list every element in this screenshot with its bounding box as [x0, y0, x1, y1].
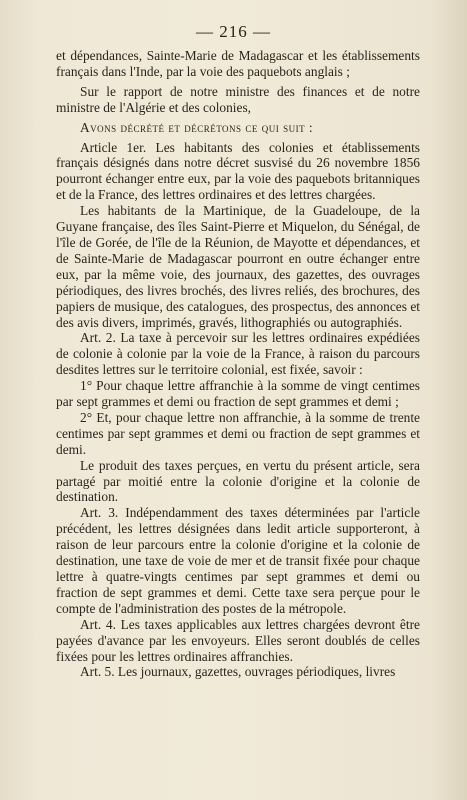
paragraph: Le produit des taxes perçues, en vertu du présent article, sera partagé par moitié entre la colonie d'origine et la colonie de destination.	[56, 457, 420, 505]
paragraph: Les habitants de la Martinique, de la Guadeloupe, de la Guyane française, des îles Saint-Pierre et Miquelon, du Sénégal, de l'île de Gorée, de l'île de la Réunion, de Mayotte et dépendances, et de Sainte-Marie de Madagascar pourront en outre échanger entre eux, par la même voie, des journaux, des gazettes, des ouvrages périodiques, des livres brochés, des livres reliés, des brochures, des papiers de musique, des catalogues, des prospectus, des annonces et des avis divers, imprimés, gravés, lithographiés ou autographiés.	[56, 203, 420, 330]
article-4: Art. 4. Les taxes applicables aux lettres chargées devront être payées d'avance par les envoyeurs. Elles seront doublés de celles fixées pour les lettres ordinaires affranchies.	[56, 616, 420, 664]
article-3: Art. 3. Indépendamment des taxes déterminées par l'article précédent, les lettres désignées dans ledit article supporteront, à raison de leur parcours entre la colonie d'origine et la colonie de destination, une taxe de voie de mer et de transit fixée pour chaque lettre à quatre-vingts centimes par sept grammes et demi ou fraction de sept grammes et demi. Cette taxe sera perçue pour le compte de l'administration des postes de la métropole.	[56, 505, 420, 616]
paragraph: Sur le rapport de notre ministre des finances et de notre ministre de l'Algérie et des colonies,	[56, 83, 420, 115]
paragraph: et dépendances, Sainte-Marie de Madagascar et les établissements français dans l'Inde, par la voie des paquebots anglais ;	[56, 48, 420, 79]
page-body-text	[56, 48, 420, 680]
article-1: Article 1er. Les habitants des colonies et établissements français désignés dans notre décret susvisé du 26 novembre 1856 pourront échanger entre eux, par la voie des paquebots britanniques et de la France, des lettres ordinaires et des lettres chargées.	[56, 139, 420, 203]
article-5: Art. 5. Les journaux, gazettes, ouvrages périodiques, livres	[80, 664, 396, 680]
paragraph: 2° Et, pour chaque lettre non affranchie, à la somme de trente centimes par sept grammes et demi ou fraction de sept grammes et demi.	[56, 409, 420, 457]
article-2: Art. 2. La taxe à percevoir sur les lettres ordinaires expédiées de colonie à colonie par la voie de la France, à raison du parcours desdites lettres sur le territoire colonial, est fixée, savoir :	[56, 330, 420, 378]
decree-formula: Avons décrété et décrétons ce qui suit :	[80, 119, 314, 135]
paragraph: 1° Pour chaque lettre affranchie à la somme de vingt centimes par sept grammes et demi ou fraction de sept grammes et demi ;	[56, 378, 420, 410]
page-number: — 216 —	[196, 22, 271, 41]
